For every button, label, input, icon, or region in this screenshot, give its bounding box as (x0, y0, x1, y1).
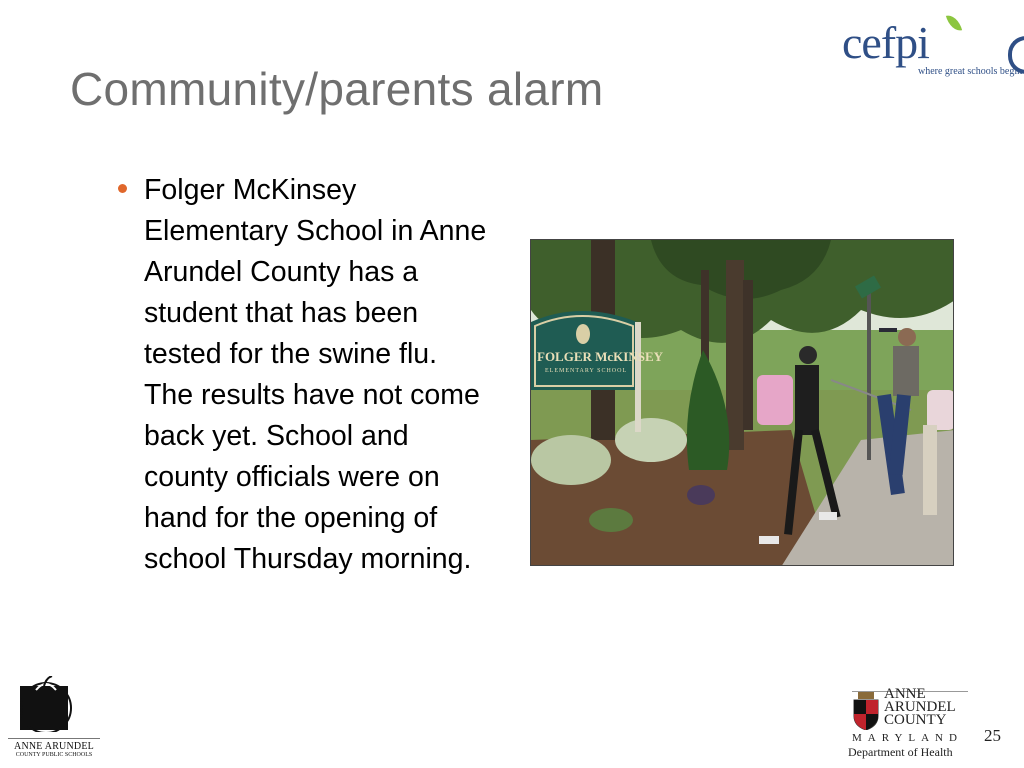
slide-title: Community/parents alarm (70, 63, 604, 115)
bullet-list (118, 170, 488, 580)
cefpi-wordmark: cefpi (842, 17, 929, 68)
health-department-logo (848, 688, 972, 762)
bullet-item (118, 170, 488, 580)
health-department-name: ANNE ARUNDEL COUNTY (884, 686, 956, 728)
leaf-icon (946, 13, 962, 33)
apple-emblem-icon (16, 676, 76, 732)
sign-title: FOLGER McKINSEY (537, 349, 664, 364)
cefpi-logo (842, 6, 1024, 84)
health-department-dept: Department of Health (848, 745, 953, 759)
cefpi-tagline: where great schools begin (918, 66, 1023, 77)
aacps-name: ANNE ARUNDEL (8, 738, 100, 752)
bullet-dot-icon (118, 184, 127, 193)
health-department-state: MARYLAND (852, 732, 963, 744)
aacps-subname: COUNTY PUBLIC SCHOOLS (15, 752, 93, 758)
sign-subtitle: ELEMENTARY SCHOOL (545, 368, 628, 374)
school-photo-illustration (531, 240, 954, 566)
school-photo (530, 239, 954, 566)
aacps-logo (8, 672, 100, 764)
maryland-shield-icon (852, 692, 880, 730)
page-number: 25 (984, 726, 1001, 745)
bullet-text: Folger McKinsey Elementary School in Anne Arundel County has a student that has been tested for the swine flu. The results have not come back yet. School and county officials were on hand for the opening of school Thursday morning. (144, 174, 487, 575)
